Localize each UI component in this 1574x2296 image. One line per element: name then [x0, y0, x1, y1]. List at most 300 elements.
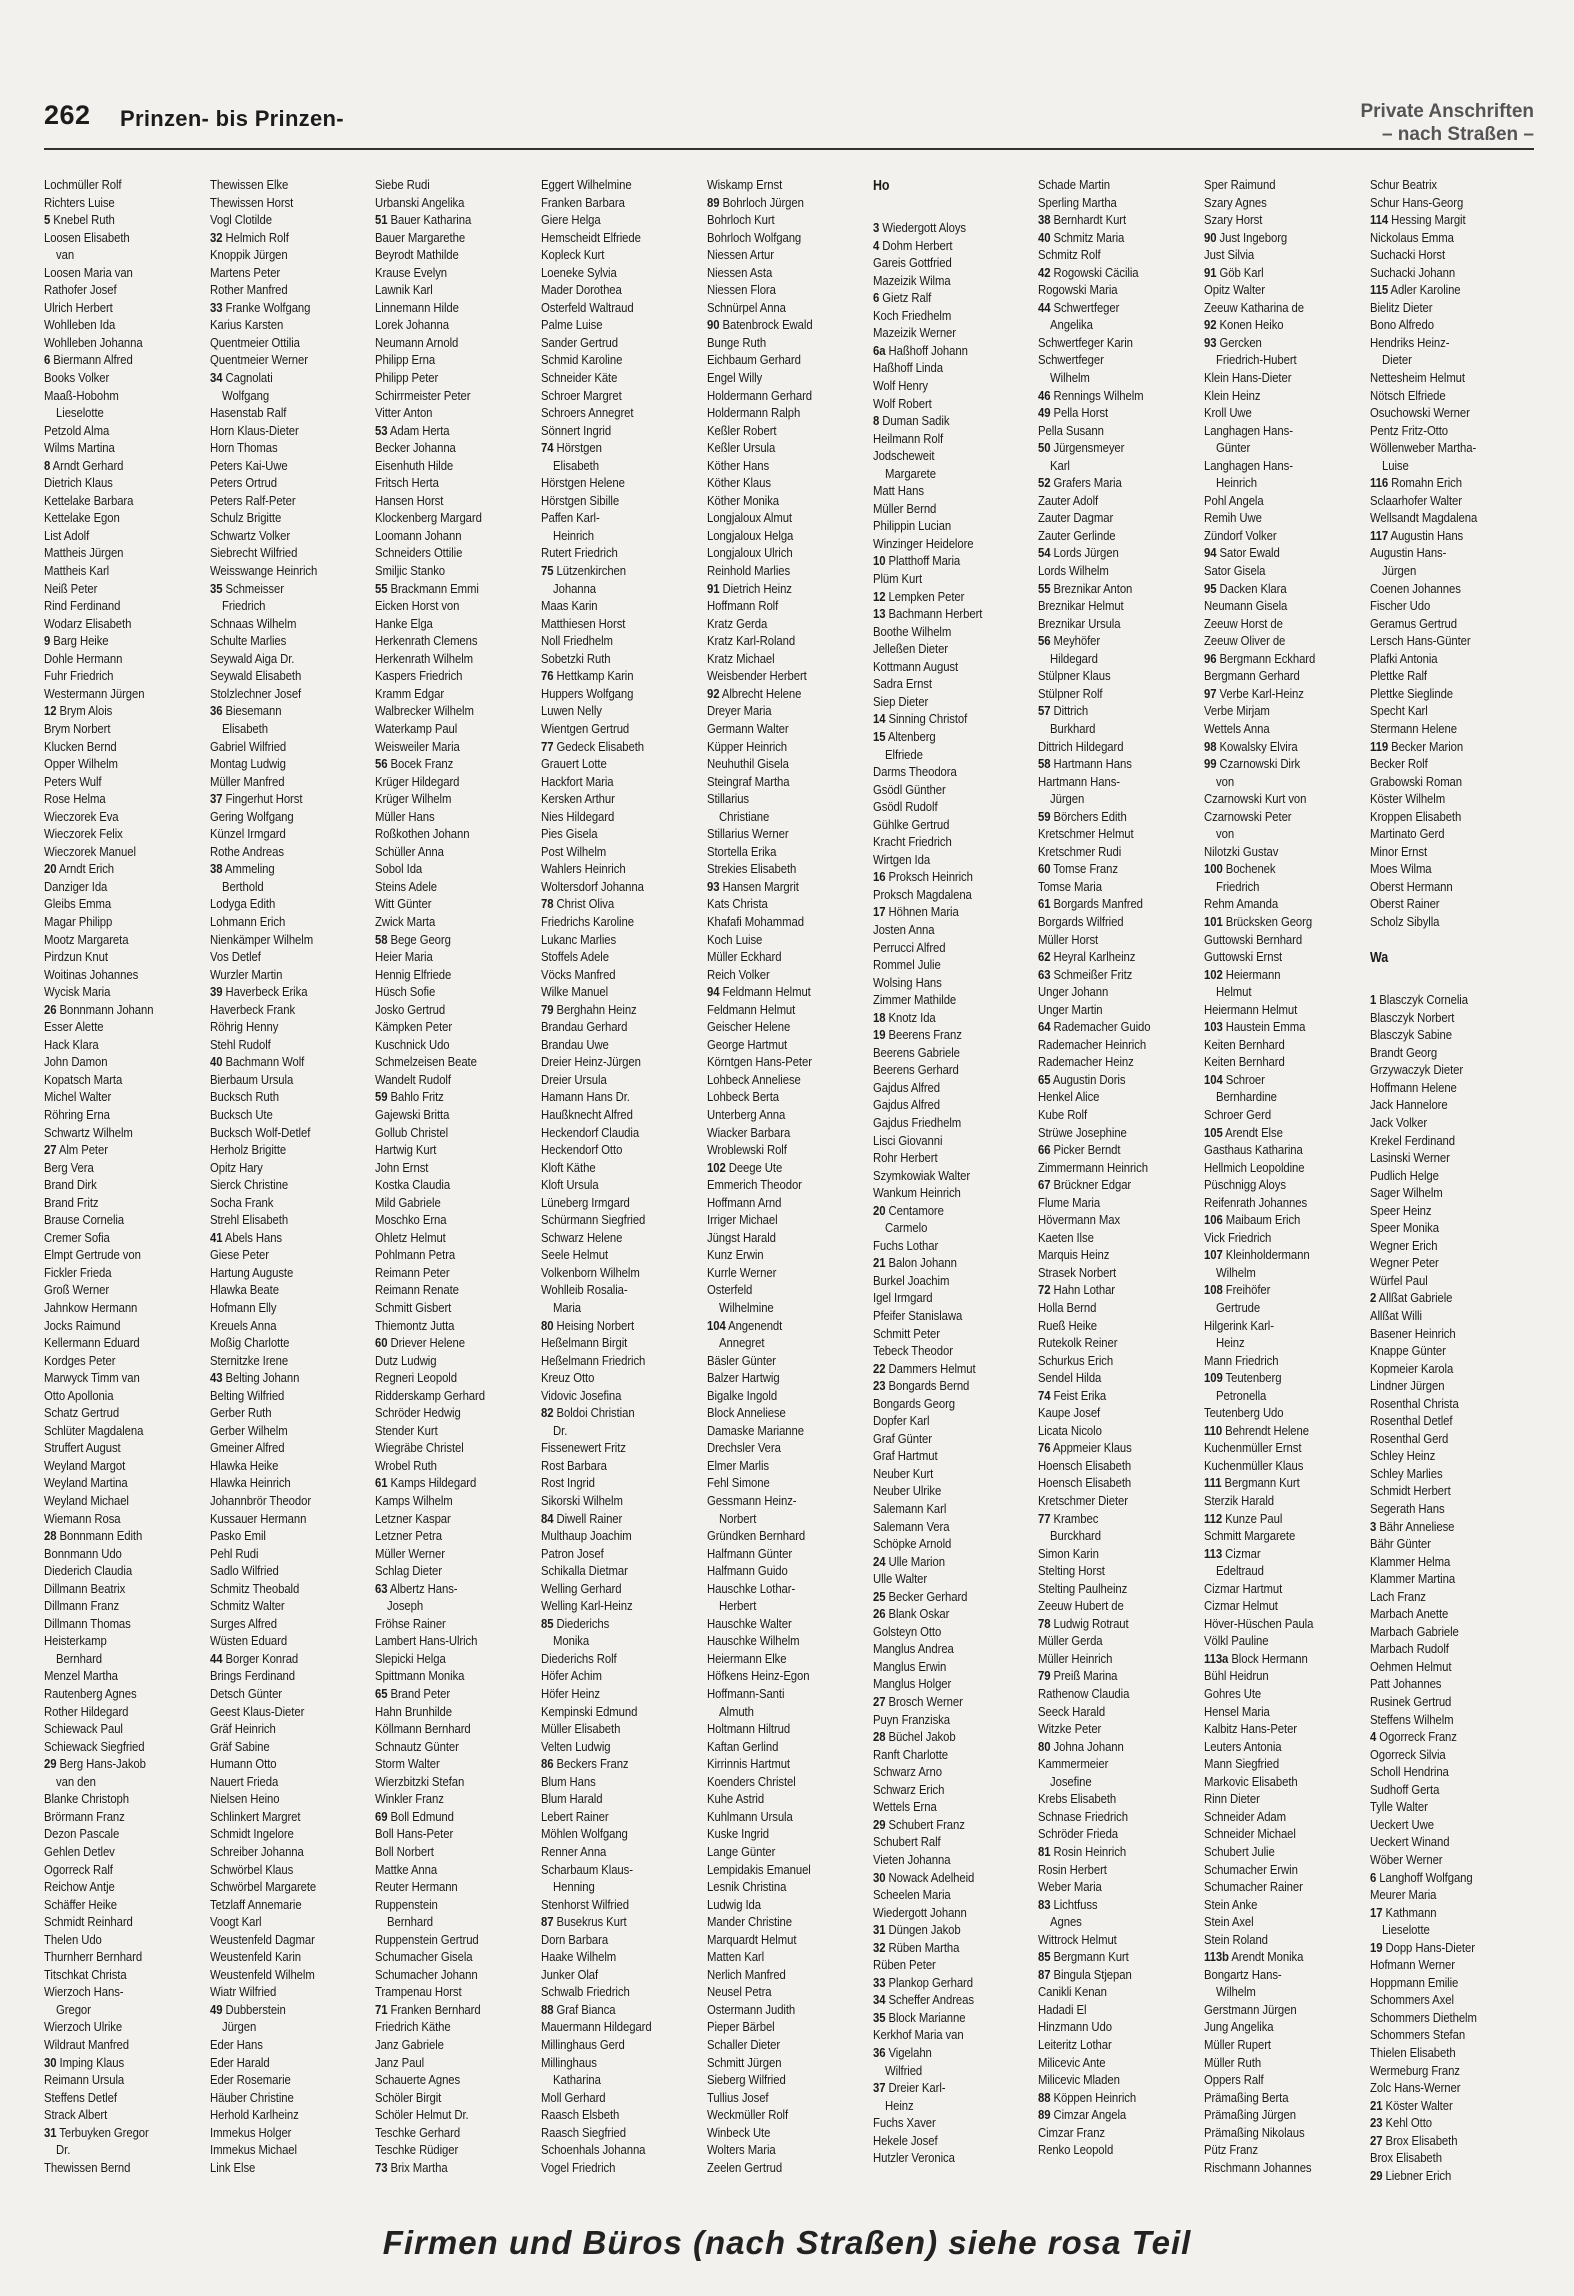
resident-entry: Pella Susann — [1038, 422, 1104, 438]
house-number: 37 — [873, 2080, 886, 2096]
resident-entry: Jack Volker — [1370, 1114, 1428, 1130]
resident-entry: Vitter Anton — [375, 405, 433, 421]
resident-entry: Moes Wilma — [1370, 861, 1432, 877]
resident-entry: Kratz Michael — [707, 650, 775, 666]
house-number: 56 — [1038, 633, 1051, 649]
resident-entry: Renko Leopold — [1038, 2142, 1114, 2158]
resident-entry: Hlawka Heinrich — [210, 1475, 291, 1491]
resident-entry: Blanke Christoph — [44, 1791, 129, 1807]
house-number: 59 — [1038, 808, 1051, 824]
resident-entry: Kuschnick Udo — [375, 1036, 450, 1052]
resident-entry: Wildraut Manfred — [44, 2036, 129, 2052]
resident-entry: 101 Brücksken Georg — [1204, 913, 1313, 929]
resident-entry: Hennig Elfriede — [375, 966, 452, 982]
house-number: 91 — [1204, 264, 1217, 280]
resident-entry: Immekus Michael — [210, 2142, 297, 2158]
resident-entry: 31 Terbuyken Gregor — [44, 2124, 149, 2140]
resident-entry: Schroer Gerd — [1204, 1106, 1272, 1122]
house-number: 99 — [1204, 756, 1217, 772]
resident-entry: Salemann Vera — [873, 1518, 950, 1534]
entry-continuation: Wolfgang — [222, 387, 270, 403]
entry-continuation: Wilhelm — [1050, 370, 1090, 386]
resident-entry: Augustin Hans- — [1370, 545, 1447, 561]
resident-entry: Stillarius Werner — [707, 826, 789, 842]
resident-entry: Books Volker — [44, 370, 110, 386]
resident-entry: Hanke Elga — [375, 615, 433, 631]
resident-entry: Häuber Christine — [210, 2089, 294, 2105]
entry-continuation: Berthold — [222, 878, 264, 894]
resident-entry: 32 Rüben Martha — [873, 1939, 960, 1955]
resident-entry: 20 Arndt Erich — [44, 861, 115, 877]
resident-entry: Burkel Joachim — [873, 1272, 950, 1288]
entry-continuation: Johanna — [553, 580, 596, 596]
resident-entry: 93 Hansen Margrit — [707, 878, 799, 894]
resident-entry: Markovic Elisabeth — [1204, 1773, 1298, 1789]
resident-entry: Lempidakis Emanuel — [707, 1861, 811, 1877]
entry-continuation: Jürgen — [1382, 563, 1417, 579]
resident-entry: Raasch Siegfried — [541, 2124, 626, 2140]
resident-entry: Rost Ingrid — [541, 1475, 595, 1491]
resident-entry: Seele Helmut — [541, 1247, 609, 1263]
resident-entry: Woitinas Johannes — [44, 966, 139, 982]
resident-entry: Rosenthal Detlef — [1370, 1413, 1453, 1429]
resident-entry: 110 Behrendt Helene — [1204, 1422, 1309, 1438]
resident-entry: Heier Maria — [375, 949, 433, 965]
resident-entry: Beyrodt Mathilde — [375, 247, 459, 263]
house-number: 50 — [1038, 440, 1051, 456]
resident-entry: Schnürpel Anna — [707, 299, 786, 315]
resident-entry: Mauermann Hildegard — [541, 2019, 652, 2035]
resident-entry: Stein Axel — [1204, 1914, 1254, 1930]
house-number: 112 — [1204, 1510, 1223, 1526]
resident-entry: 19 Dopp Hans-Dieter — [1370, 1939, 1475, 1955]
resident-entry: Kaspers Friedrich — [375, 668, 463, 684]
resident-entry: Perrucci Alfred — [873, 939, 946, 955]
resident-entry: Krause Evelyn — [375, 264, 448, 280]
resident-entry: Hoensch Elisabeth — [1038, 1457, 1132, 1473]
resident-entry: Mann Friedrich — [1204, 1352, 1279, 1368]
resident-entry: Stein Anke — [1204, 1896, 1258, 1912]
resident-entry: Blasczyk Sabine — [1370, 1027, 1452, 1043]
resident-entry: 64 Rademacher Guido — [1038, 1019, 1151, 1035]
resident-entry: Trampenau Horst — [375, 1984, 462, 2000]
house-number: 89 — [707, 194, 720, 210]
resident-entry: 40 Bachmann Wolf — [210, 1054, 305, 1070]
resident-entry: Speer Heinz — [1370, 1202, 1432, 1218]
resident-entry: Hemscheidt Elfriede — [541, 229, 641, 245]
resident-entry: 8 Arndt Gerhard — [44, 457, 124, 473]
resident-entry: Fuhr Friedrich — [44, 668, 114, 684]
house-number: 78 — [541, 896, 554, 912]
house-number: 72 — [1038, 1282, 1051, 1298]
resident-entry: Kamps Wilhelm — [375, 1493, 453, 1509]
resident-entry: Dietrich Klaus — [44, 475, 113, 491]
entry-continuation: Heinrich — [1216, 475, 1257, 491]
resident-entry: Schmitt Gisbert — [375, 1300, 452, 1315]
house-number: 52 — [1038, 475, 1051, 491]
resident-entry: Sierck Christine — [210, 1177, 289, 1193]
entry-continuation: Heinz — [885, 2097, 914, 2113]
resident-entry: Loomann Johann — [375, 527, 462, 543]
resident-entry: Link Else — [210, 2159, 256, 2175]
resident-entry: Speer Monika — [1370, 1220, 1439, 1236]
resident-entry: Rost Barbara — [541, 1457, 607, 1473]
resident-entry: Schwalb Friedrich — [541, 1984, 630, 2000]
resident-entry: Oberst Hermann — [1370, 878, 1453, 894]
resident-entry: Noll Friedhelm — [541, 633, 613, 649]
house-number: 116 — [1370, 475, 1389, 491]
resident-entry: Karius Karsten — [210, 317, 284, 333]
house-number: 13 — [873, 606, 886, 622]
resident-entry: Janz Paul — [375, 2054, 425, 2070]
resident-entry: Woltersdorf Johanna — [541, 878, 644, 894]
house-number: 31 — [873, 1922, 886, 1938]
house-number: 29 — [873, 1816, 886, 1832]
resident-entry: Irriger Michael — [707, 1212, 778, 1228]
resident-entry: Schurkus Erich — [1038, 1352, 1114, 1368]
resident-entry: Philippin Lucian — [873, 518, 952, 534]
resident-entry: Brings Ferdinand — [210, 1668, 295, 1684]
resident-entry: Haverbeck Frank — [210, 1001, 296, 1017]
resident-entry: Marbach Rudolf — [1370, 1641, 1449, 1657]
resident-entry: Wohlleben Ida — [44, 317, 116, 333]
resident-entry: Montag Ludwig — [210, 756, 286, 772]
resident-entry: Petzold Alma — [44, 422, 110, 438]
resident-entry: Lodyga Edith — [210, 896, 276, 912]
resident-entry: 6 Gietz Ralf — [873, 290, 932, 306]
resident-entry: 23 Bongards Bernd — [873, 1378, 970, 1394]
house-number: 87 — [541, 1914, 554, 1930]
resident-entry: Strehl Elisabeth — [210, 1212, 289, 1228]
entry-continuation: Gertrude — [1216, 1300, 1261, 1315]
resident-entry: Heckendorf Claudia — [541, 1124, 640, 1140]
resident-entry: Gajdus Alfred — [873, 1097, 940, 1113]
resident-entry: Völkl Pauline — [1204, 1633, 1269, 1649]
resident-entry: Esser Alette — [44, 1019, 104, 1035]
house-number: 6a — [873, 342, 886, 358]
resident-entry: Marwyck Timm van — [44, 1370, 140, 1386]
resident-entry: Schmidt Herbert — [1370, 1483, 1451, 1499]
resident-entry: Hoensch Elisabeth — [1038, 1475, 1132, 1491]
entry-continuation: Katharina — [553, 2072, 601, 2088]
resident-entry: Hartmann Hans- — [1038, 773, 1120, 789]
resident-entry: Germann Walter — [707, 720, 789, 736]
house-number: 49 — [1038, 405, 1051, 421]
resident-entry: Wolf Henry — [873, 378, 929, 394]
resident-entry: Volkenborn Wilhelm — [541, 1264, 640, 1280]
resident-entry: Schlag Dieter — [375, 1563, 442, 1579]
resident-entry: 27 Brox Elisabeth — [1370, 2132, 1458, 2148]
resident-entry: Thewissen Elke — [210, 177, 289, 192]
resident-entry: 81 Rosin Heinrich — [1038, 1843, 1127, 1859]
resident-entry: Czarnowski Peter — [1204, 808, 1292, 824]
resident-entry: Borgards Wilfried — [1038, 913, 1124, 929]
resident-entry: Schiewack Siegfried — [44, 1738, 145, 1754]
resident-entry: Zeeuw Katharina de — [1204, 299, 1304, 315]
house-number: 77 — [541, 738, 554, 754]
house-number: 113 — [1204, 1545, 1223, 1561]
resident-entry: 73 Brix Martha — [375, 2159, 448, 2175]
resident-entry: 65 Augustin Doris — [1038, 1071, 1126, 1087]
resident-entry: Peters Kai-Uwe — [210, 457, 288, 473]
house-number: 61 — [375, 1475, 388, 1491]
resident-entry: Longjaloux Ulrich — [707, 545, 793, 561]
resident-entry: Graf Günter — [873, 1430, 932, 1446]
house-number: 86 — [541, 1756, 554, 1772]
resident-entry: Kämpken Peter — [375, 1019, 453, 1035]
resident-entry: Würfel Paul — [1370, 1272, 1428, 1288]
resident-entry: Brandt Georg — [1370, 1044, 1438, 1060]
resident-entry: Ruppenstein Gertrud — [375, 1931, 479, 1947]
resident-entry: Rind Ferdinand — [44, 598, 121, 614]
resident-entry: Damaske Marianne — [707, 1422, 804, 1438]
resident-entry: Dorn Barbara — [541, 1931, 609, 1947]
resident-entry: Ranft Charlotte — [873, 1746, 948, 1762]
resident-entry: Wüsten Eduard — [210, 1633, 288, 1649]
house-number: 107 — [1204, 1247, 1223, 1263]
house-number: 8 — [44, 457, 51, 473]
resident-entry: Haake Wilhelm — [541, 1949, 617, 1965]
resident-entry: Linnemann Hilde — [375, 299, 459, 315]
resident-entry: Höver-Hüschen Paula — [1204, 1615, 1314, 1631]
house-number: 26 — [873, 1606, 886, 1622]
resident-entry: Manglus Holger — [873, 1676, 952, 1692]
resident-entry: Rehm Amanda — [1204, 896, 1279, 912]
resident-entry: Groß Werner — [44, 1282, 110, 1298]
resident-entry: Herholz Brigitte — [210, 1142, 287, 1158]
resident-entry: Hartwig Kurt — [375, 1142, 437, 1158]
resident-entry: Weisswange Heinrich — [210, 563, 318, 579]
resident-entry: 33 Plankop Gerhard — [873, 1974, 973, 1990]
resident-entry: Eichbaum Gerhard — [707, 352, 801, 368]
resident-entry: Sobetzki Ruth — [541, 650, 611, 666]
resident-entry: Dreier Ursula — [541, 1071, 607, 1087]
house-number: 88 — [1038, 2089, 1051, 2105]
resident-entry: Waterkamp Paul — [375, 720, 458, 736]
resident-entry: Koch Luise — [707, 931, 763, 947]
resident-entry: Sternitzke Irene — [210, 1352, 289, 1368]
resident-entry: Lohmann Erich — [210, 913, 286, 929]
house-number: 42 — [1038, 264, 1051, 280]
house-number: 27 — [873, 1694, 886, 1710]
resident-entry: Szymkowiak Walter — [873, 1167, 971, 1183]
resident-entry: 4 Dohm Herbert — [873, 237, 953, 253]
resident-entry: Strasek Norbert — [1038, 1264, 1117, 1280]
resident-entry: Schmidt Ingelore — [210, 1826, 294, 1842]
resident-entry: Marquardt Helmut — [707, 1931, 797, 1947]
resident-entry: Dittrich Hildegard — [1038, 738, 1124, 754]
house-number: 92 — [1204, 317, 1217, 333]
resident-entry: Oppers Ralf — [1204, 2072, 1264, 2088]
resident-entry: Rosenthal Gerd — [1370, 1430, 1449, 1446]
resident-entry: Köster Wilhelm — [1370, 791, 1446, 807]
resident-entry: Cimzar Franz — [1038, 2124, 1106, 2140]
resident-entry: Wohlleib Rosalia- — [541, 1282, 628, 1298]
resident-entry: Jocks Raimund — [44, 1317, 121, 1333]
resident-entry: 99 Czarnowski Dirk — [1204, 756, 1301, 772]
resident-entry: Gerstmann Jürgen — [1204, 2001, 1297, 2017]
house-number: 84 — [541, 1510, 554, 1526]
resident-entry: Gräf Sabine — [210, 1738, 270, 1754]
resident-entry: Neiß Peter — [44, 580, 98, 596]
resident-entry: 84 Diwell Rainer — [541, 1510, 623, 1526]
house-number: 2 — [1370, 1290, 1377, 1306]
resident-entry: Opitz Walter — [1204, 282, 1265, 298]
resident-entry: 116 Romahn Erich — [1370, 475, 1462, 491]
resident-entry: Strekies Elisabeth — [707, 861, 797, 877]
resident-entry: Basener Heinrich — [1370, 1325, 1456, 1341]
resident-entry: Cizmar Hartmut — [1204, 1580, 1283, 1596]
resident-entry: 43 Belting Johann — [210, 1370, 300, 1386]
resident-entry: 103 Haustein Emma — [1204, 1019, 1306, 1035]
resident-entry: Gajdus Alfred — [873, 1079, 940, 1095]
resident-entry: Palme Luise — [541, 317, 603, 333]
resident-entry: Vieten Johanna — [873, 1851, 951, 1867]
resident-entry: Schley Heinz — [1370, 1448, 1436, 1464]
resident-entry: Gabriel Wilfried — [210, 738, 287, 754]
resident-entry: Verbe Mirjam — [1204, 703, 1270, 719]
resident-entry: 74 Feist Erika — [1038, 1387, 1107, 1403]
resident-entry: Dillmann Thomas — [44, 1615, 131, 1631]
resident-entry: Schubert Ralf — [873, 1834, 941, 1850]
entry-continuation: Burkhard — [1050, 720, 1096, 736]
resident-entry: Kroppen Elisabeth — [1370, 808, 1462, 824]
resident-entry: Prämaßing Berta — [1204, 2089, 1289, 2105]
resident-entry: Röhring Erna — [44, 1106, 110, 1122]
resident-entry: 90 Just Ingeborg — [1204, 229, 1288, 245]
resident-entry: Unterberg Anna — [707, 1106, 786, 1122]
resident-entry: Klein Hans-Dieter — [1204, 370, 1292, 386]
section-range-title: Prinzen- bis Prinzen- — [120, 106, 344, 131]
resident-entry: Reich Volker — [707, 966, 770, 982]
entry-continuation: von — [1216, 826, 1235, 842]
resident-entry: Kellermann Eduard — [44, 1335, 140, 1351]
house-number: 4 — [873, 237, 880, 253]
resident-entry: Coenen Johannes — [1370, 580, 1461, 596]
house-number: 90 — [1204, 229, 1217, 245]
resident-entry: Schoenhals Johanna — [541, 2142, 646, 2158]
resident-entry: Post Wilhelm — [541, 843, 607, 859]
resident-entry: Lach Franz — [1370, 1588, 1426, 1604]
resident-entry: Müller Hans — [375, 808, 435, 824]
house-number: 65 — [375, 1686, 388, 1702]
resident-entry: Wiskamp Ernst — [707, 177, 783, 192]
entry-continuation: Elisabeth — [222, 720, 268, 736]
resident-entry: 21 Köster Walter — [1370, 2097, 1453, 2113]
resident-entry: 50 Jürgensmeyer — [1038, 440, 1125, 456]
entry-continuation: Bernhard — [387, 1914, 434, 1930]
resident-entry: Wöber Werner — [1370, 1851, 1443, 1867]
house-number: 21 — [873, 1255, 886, 1271]
resident-entry: Brause Cornelia — [44, 1212, 125, 1228]
resident-entry: Bucksch Wolf-Detlef — [210, 1124, 311, 1140]
house-number: 103 — [1204, 1019, 1223, 1035]
resident-entry: 8 Duman Sadik — [873, 413, 950, 429]
house-number: 80 — [541, 1317, 554, 1333]
resident-entry: Vick Friedrich — [1204, 1229, 1272, 1245]
resident-entry: Kerkhof Maria van — [873, 2027, 964, 2043]
resident-entry: Hauschke Walter — [707, 1615, 792, 1631]
resident-entry: Kreuels Anna — [210, 1317, 277, 1333]
house-number: 29 — [44, 1756, 57, 1772]
house-number: 97 — [1204, 685, 1217, 701]
house-number: 14 — [873, 711, 886, 727]
resident-entry: 21 Balon Johann — [873, 1255, 957, 1271]
resident-entry: Witzke Peter — [1038, 1721, 1102, 1737]
house-number: 6 — [1370, 1869, 1377, 1885]
resident-entry: Dohle Hermann — [44, 650, 123, 666]
resident-entry: Hahn Brunhilde — [375, 1703, 452, 1719]
resident-entry: Guttowski Ernst — [1204, 949, 1283, 965]
resident-entry: Nettesheim Helmut — [1370, 370, 1465, 386]
resident-entry: Schulz Brigitte — [210, 510, 282, 526]
resident-entry: Licata Nicolo — [1038, 1422, 1102, 1438]
resident-entry: Spittmann Monika — [375, 1668, 465, 1684]
street-heading: Wa — [1370, 950, 1389, 967]
resident-entry: Huppers Wolfgang — [541, 685, 634, 701]
resident-entry: Rutert Friedrich — [541, 545, 618, 561]
resident-entry: Eder Harald — [210, 2054, 270, 2070]
house-number: 65 — [1038, 1071, 1051, 1087]
entry-continuation: Heinz — [1216, 1335, 1245, 1351]
house-number: 34 — [873, 1992, 886, 2008]
house-number: 113b — [1204, 1949, 1229, 1965]
resident-entry: 34 Cagnolati — [210, 370, 273, 386]
resident-entry: Mootz Margareta — [44, 931, 129, 947]
resident-entry: Thewissen Horst — [210, 194, 294, 210]
resident-entry: 100 Bochenek — [1204, 861, 1276, 877]
resident-entry: 3 Wiedergott Aloys — [873, 220, 967, 236]
resident-entry: Brandau Uwe — [541, 1036, 609, 1052]
resident-entry: 104 Angenendt — [707, 1317, 783, 1333]
resident-entry: 114 Hessing Margit — [1370, 212, 1466, 228]
resident-entry: Rathofer Josef — [44, 282, 117, 298]
entry-continuation: Agnes — [1050, 1914, 1082, 1930]
resident-entry: Wodarz Elisabeth — [44, 615, 132, 631]
resident-entry: 19 Beerens Franz — [873, 1027, 962, 1043]
resident-entry: Sendel Hilda — [1038, 1370, 1102, 1386]
resident-entry: Gühlke Gertrud — [873, 816, 950, 832]
resident-entry: Müller Horst — [1038, 931, 1099, 947]
resident-entry: Schroers Annegret — [541, 405, 634, 421]
resident-entry: Wycisk Maria — [44, 984, 111, 1000]
resident-entry: 55 Breznikar Anton — [1038, 580, 1133, 596]
resident-entry: Ogorreck Ralf — [44, 1861, 113, 1877]
house-number: 62 — [1038, 949, 1051, 965]
house-number: 113a — [1204, 1650, 1229, 1666]
resident-entry: Gasthaus Katharina — [1204, 1142, 1303, 1158]
resident-entry: Klucken Bernd — [44, 738, 117, 754]
resident-entry: Schubert Julie — [1204, 1843, 1275, 1859]
resident-entry: Martinato Gerd — [1370, 826, 1445, 842]
resident-entry: Heßelmann Birgit — [541, 1335, 628, 1351]
resident-entry: Franken Barbara — [541, 194, 625, 210]
resident-entry: Schommers Stefan — [1370, 2027, 1466, 2043]
resident-entry: Hoffmann Rolf — [707, 598, 779, 614]
house-number: 76 — [541, 668, 554, 684]
resident-entry: 74 Hörstgen — [541, 440, 602, 456]
resident-entry: 78 Christ Oliva — [541, 896, 615, 912]
resident-entry: Rogowski Maria — [1038, 282, 1118, 298]
resident-entry: Gohres Ute — [1204, 1686, 1262, 1702]
resident-entry: Eicken Horst von — [375, 598, 460, 614]
resident-entry: Suchacki Horst — [1370, 247, 1446, 263]
house-number: 15 — [873, 728, 886, 744]
resident-entry: Proksch Magdalena — [873, 886, 972, 902]
resident-entry: Hoffmann Arnd — [707, 1194, 782, 1210]
resident-entry: Reinhold Marlies — [707, 563, 791, 579]
house-number: 34 — [210, 370, 223, 386]
